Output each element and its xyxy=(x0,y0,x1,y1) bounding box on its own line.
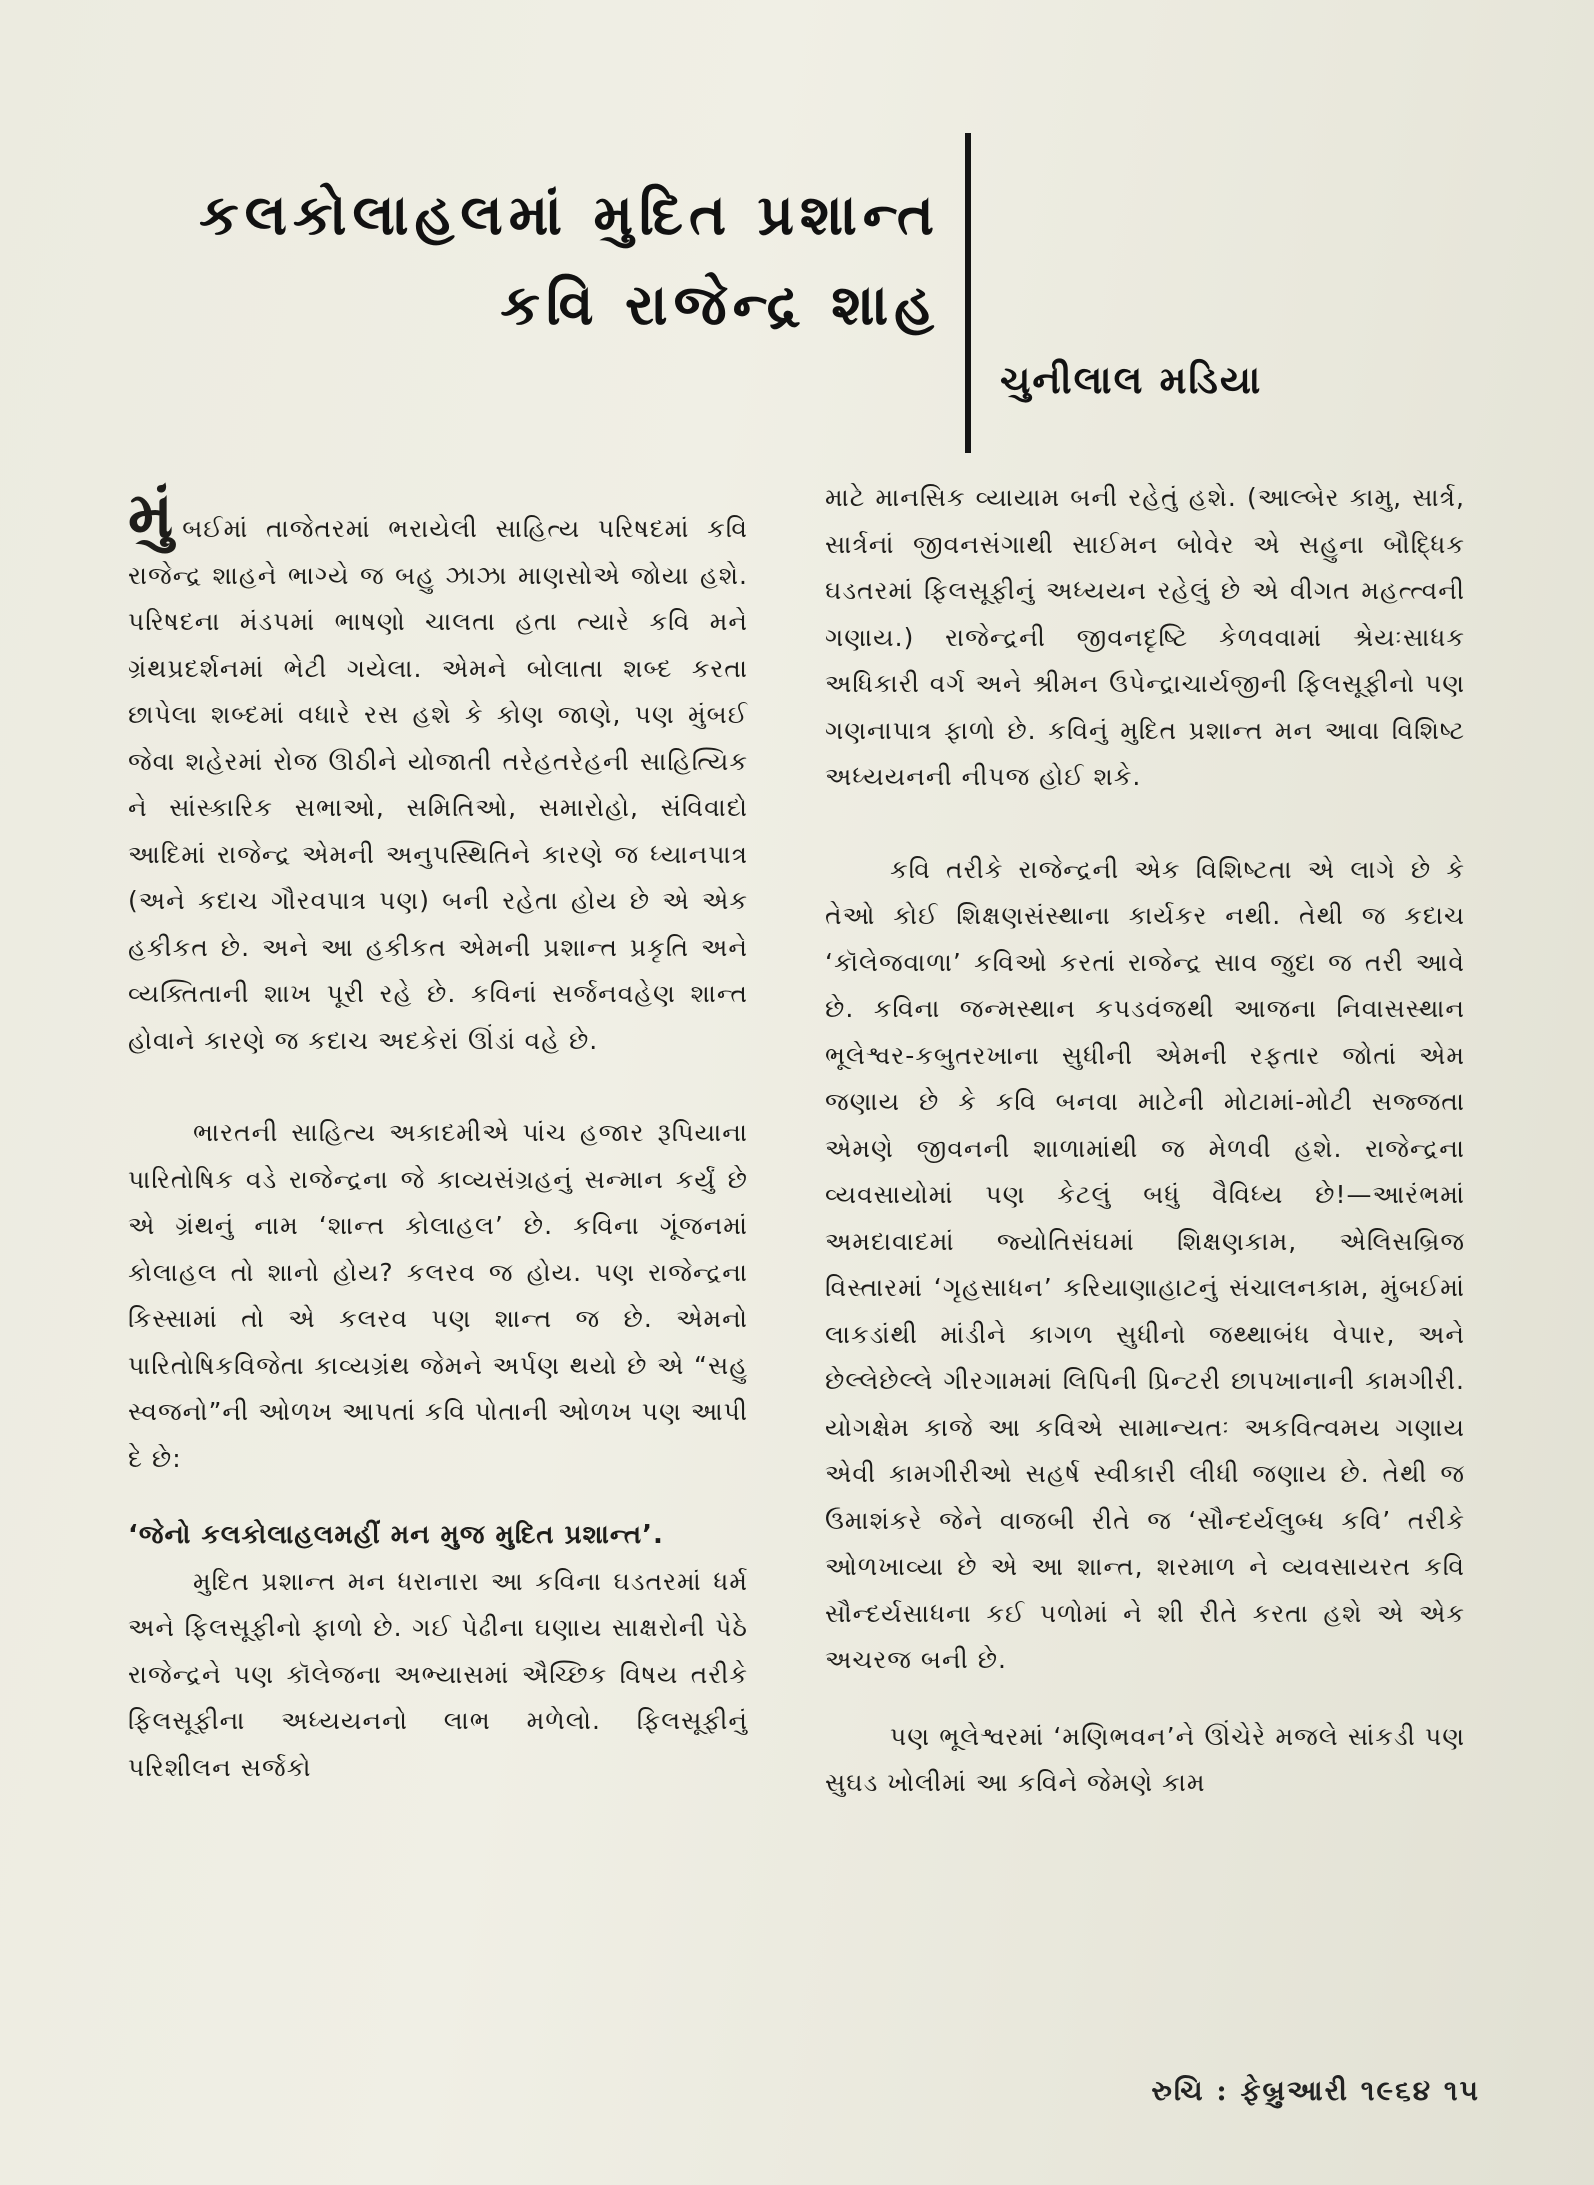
paragraph-spacer xyxy=(128,1482,748,1512)
title-line-1: કલકોલાહલમાં મુદિત પ્રશાન્ત xyxy=(199,182,940,248)
drop-cap: મું xyxy=(128,478,175,553)
paragraph-spacer xyxy=(825,1684,1465,1714)
left-column xyxy=(128,478,748,1791)
paragraph-6: પણ ભૂલેશ્વરમાં ‘મણિભવન’ને ઊંચેરે મજલે સાંકડી પણ સુઘડ ખોલીમાં આ કવિને જેમણે કામ xyxy=(825,1721,1465,1797)
paragraph-5: કવિ તરીકે રાજેન્દ્રની એક વિશિષ્ટતા એ લાગે છે કે તેઓ કોઈ શિક્ષણસંસ્થાના કાર્યકર નથી. તેથી જ કદાચ ‘કૉલેજવાળા’ કવિઓ કરતાં રાજેન્દ્ર સાવ જુદા જ તરી આવે છે. કવિના જન્મસ્થાન કપડવંજથી આજના નિવાસસ્થાન ભૂલેશ્વર-કબુતરખાના સુધીની એમની રફતાર જોતાં એમ જણાય છે કે કવિ બનવા માટેની મોટામાં-મોટી સજ્જતા એમણે જીવનની શાળામાંથી જ મેળવી હશે. રાજેન્દ્રના વ્યવસાયોમાં પણ કેટલું બધું વૈવિધ્ય છે!—આરંભમાં અમદાવાદમાં જ્યોતિસંઘમાં શિક્ષણકામ, એલિસબ્રિજ વિસ્તારમાં ‘ગૃહસાધન’ કરિયાણાહાટનું સંચાલનકામ, મુંબઈમાં લાકડાંથી માંડીને કાગળ સુધીનો જથ્થાબંધ વેપાર, અને છેલ્લેછેલ્લે ગીરગામમાં લિપિની પ્રિન્ટરી છાપખાનાની કામગીરી. યોગક્ષેમ કાજે આ કવિએ સામાન્યતઃ અકવિત્વમય ગણાય એવી કામગીરીઓ સહર્ષ સ્વીકારી લીધી જણાય છે. તેથી જ ઉમાશંકરે જેને વાજબી રીતે જ ‘સૌન્દર્યલુબ્ધ કવિ’ તરીકે ઓળખાવ્યા છે એ આ શાન્ત, શરમાળ ને વ્યવસાયરત કવિ સૌન્દર્યસાધના કઈ પળોમાં ને શી રીતે કરતા હશે એ એક અચરજ બની છે. xyxy=(825,854,1465,1674)
paragraph-4: માટે માનસિક વ્યાયામ બની રહેતું હશે. (આલ્બેર કામુ, સાર્ત્ર, સાર્ત્રનાં જીવનસંગાથી સાઈમન બોવેર એ સહુના બૌદ્ધિક ઘડતરમાં ફિલસૂફીનું અધ્યયન રહેલું છે એ વીગત મહત્ત્વની ગણાય.) રાજેન્દ્રની જીવનદૃષ્ટિ કેળવવામાં શ્રેયઃસાધક અધિકારી વર્ગ અને શ્રીમન ઉપેન્દ્રાચાર્યજીની ફિલસૂફીનો પણ ગણનાપાત્ર ફાળો છે. કવિનું મુદિત પ્રશાન્ત મન આવા વિશિષ્ટ અધ્યયનની નીપજ હોઈ શકે. xyxy=(825,483,1465,791)
paragraph-1-text: બઈમાં તાજેતરમાં ભરાયેલી સાહિત્ય પરિષદમાં કવિ રાજેન્દ્ર શાહને ભાગ્યે જ બહુ ઝાઝા માણસોએ જોયા હશે. પરિષદના મંડપમાં ભાષણો ચાલતા હતા ત્યારે કવિ મને ગ્રંથપ્રદર્શનમાં ભેટી ગયેલા. એમને બોલાતા શબ્દ કરતા છાપેલા શબ્દમાં વધારે રસ હશે કે કોણ જાણે, પણ મુંબઈ જેવા શહેરમાં રોજ ઊઠીને યોજાતી તરેહતરેહની સાહિત્યિક ને સાંસ્કારિક સભાઓ, સમિતિઓ, સમારોહો, સંવિવાદો આદિમાં રાજેન્દ્ર એમની અનુપસ્થિતિને કારણે જ ધ્યાનપાત્ર (અને કદાચ ગૌરવપાત્ર પણ) બની રહેતા હોય છે એ એક હકીકત છે. અને આ હકીકત એમની પ્રશાન્ત પ્રકૃતિ અને વ્યક્તિતાની શાખ પૂરી રહે છે. કવિનાં સર્જનવહેણ શાન્ત હોવાને કારણે જ કદાચ અદકેરાં ઊંડાં વહે છે. xyxy=(128,514,748,1055)
pull-quote: ‘જેનો કલકોલાહલમહીં મન મુજ મુદિત પ્રશાન્ત’. xyxy=(128,1520,664,1550)
title-line-2: કવિ રાજેન્દ્ર શાહ xyxy=(500,272,940,338)
paragraph-2: ભારતની સાહિત્ય અકાદમીએ પાંચ હજાર રૂપિયાના પારિતોષિક વડે રાજેન્દ્રના જે કાવ્યસંગ્રહનું સન્માન કર્યું છે એ ગ્રંથનું નામ ‘શાન્ત કોલાહલ’ છે. કવિના ગૂંજનમાં કોલાહલ તો શાનો હોય? કલરવ જ હોય. પણ રાજેન્દ્રના કિસ્સામાં તો એ કલરવ પણ શાન્ત જ છે. એમનો પારિતોષિકવિજેતા કાવ્યગ્રંથ જેમને અર્પણ થયો છે એ “સહુ સ્વજનો”ની ઓળખ આપતાં કવિ પોતાની ઓળખ પણ આપી દે છે: xyxy=(128,1118,748,1473)
article-title xyxy=(120,170,940,350)
paragraph-spacer xyxy=(128,1064,748,1110)
page-footer: રુચિ : ફેબ્રુઆરી ૧૯૬૪ ૧૫ xyxy=(1151,2074,1480,2107)
title-divider xyxy=(965,133,971,453)
right-column xyxy=(825,475,1465,1807)
paragraph-3: મુદિત પ્રશાન્ત મન ધરાનારા આ કવિના ઘડતરમાં ધર્મ અને ફિલસૂફીનો ફાળો છે. ગઈ પેઢીના ઘણાય સાક્ષરોની પેઠે રાજેન્દ્રને પણ કૉલેજના અભ્યાસમાં ઐચ્છિક વિષય તરીકે ફિલસૂફીના અધ્યયનનો લાભ મળેલો. ફિલસૂફીનું પરિશીલન સર્જકો xyxy=(128,1566,748,1782)
paragraph-spacer xyxy=(825,801,1465,847)
author-name: ચુનીલાલ મડિયા xyxy=(1000,357,1263,402)
paragraph-1 xyxy=(128,478,748,1064)
